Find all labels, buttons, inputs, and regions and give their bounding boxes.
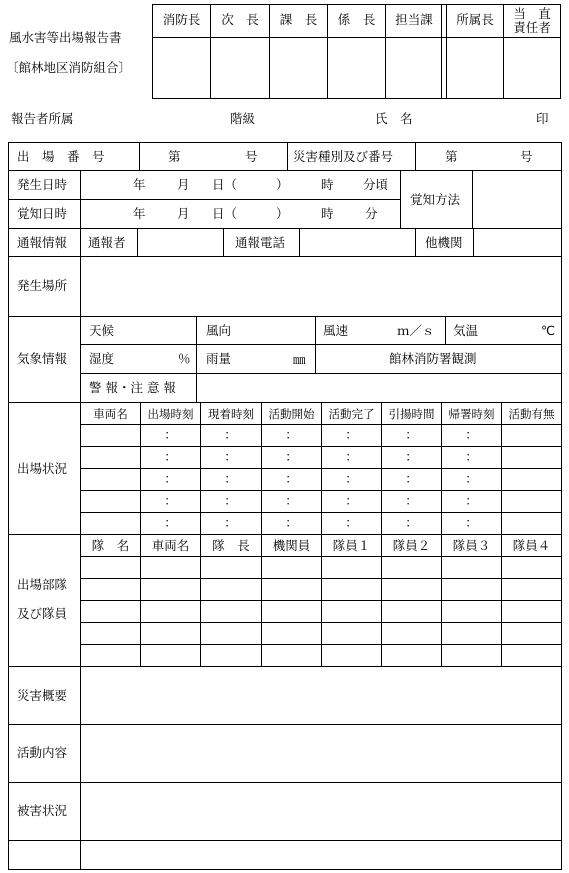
time-colon: ：	[164, 515, 177, 530]
time-colon: ：	[224, 493, 237, 508]
time-colon: ：	[345, 515, 358, 530]
time-colon: ：	[405, 449, 418, 464]
occurrence-day: 日（	[212, 177, 238, 192]
dispatch-status-label: 出場状況	[17, 461, 68, 476]
rainfall-label: 雨量	[206, 351, 232, 366]
time-colon: ：	[224, 515, 237, 530]
disaster-number-dai: 第	[445, 149, 458, 164]
time-colon: ：	[405, 515, 418, 530]
status-header-complete: 活動完了	[328, 407, 375, 421]
awareness-hour: 時	[321, 206, 334, 221]
time-colon: ：	[285, 427, 298, 442]
warning-advisory-label: 警 報・注 意 報	[89, 380, 176, 395]
occurrence-close: ）	[276, 177, 289, 192]
caller-label: 通報者	[88, 235, 126, 250]
approval-responsible-section: 担当課	[395, 12, 433, 27]
wind-direction-label: 風向	[206, 323, 232, 338]
awareness-year: 年	[133, 206, 146, 221]
dispatch-number-label: 出 場 番 号	[17, 149, 105, 164]
reporter-name-label: 氏 名	[375, 111, 413, 126]
occurrence-place-label: 発生場所	[17, 278, 68, 293]
units-header-engineer: 機関員	[272, 538, 311, 553]
units-header-vehicle: 車両名	[151, 538, 190, 553]
disaster-type-label: 災害種別及び番号	[293, 149, 394, 164]
activity-content-label: 活動内容	[17, 745, 68, 760]
status-header-arrival: 現着時刻	[208, 407, 254, 421]
units-label-line1: 出場部隊	[17, 577, 68, 592]
time-colon: ：	[465, 449, 478, 464]
form-subtitle: 〔館林地区消防組合〕	[6, 60, 132, 75]
occurrence-hour: 時	[321, 177, 334, 192]
status-header-return: 帰署時刻	[448, 407, 495, 421]
status-header-departure: 出場時刻	[147, 407, 194, 421]
approval-duty-officer-bottom: 責任者	[513, 20, 551, 35]
time-colon: ：	[164, 471, 177, 486]
time-colon: ：	[465, 471, 478, 486]
approval-unit-chief: 係 長	[337, 12, 376, 27]
time-colon: ：	[285, 515, 298, 530]
time-colon: ：	[224, 427, 237, 442]
other-agency-label: 他機関	[425, 235, 463, 250]
time-colon: ：	[224, 471, 237, 486]
time-colon: ：	[345, 427, 358, 442]
time-colon: ：	[345, 449, 358, 464]
status-header-vehicle: 車両名	[93, 407, 128, 421]
weather-info-label: 気象情報	[17, 351, 68, 366]
time-colon: ：	[164, 427, 177, 442]
status-header-activity: 活動有無	[508, 407, 555, 421]
time-colon: ：	[164, 449, 177, 464]
awareness-method-label: 覚知方法	[410, 192, 461, 207]
awareness-month: 月	[177, 206, 190, 221]
dispatch-number-go: 号	[245, 149, 258, 164]
time-colon: ：	[285, 493, 298, 508]
status-header-withdraw: 引揚時間	[388, 407, 435, 421]
time-colon: ：	[465, 427, 478, 442]
humidity-unit: ％	[178, 351, 191, 366]
occurrence-minute: 分頃	[363, 177, 389, 192]
approval-section-chief: 課 長	[279, 12, 318, 27]
awareness-minute: 分	[365, 206, 378, 221]
disaster-number-go: 号	[520, 149, 533, 164]
occurrence-year: 年	[133, 177, 146, 192]
damage-status-label: 被害状況	[17, 803, 68, 818]
units-header-member1: 隊員１	[332, 538, 371, 553]
time-colon: ：	[405, 493, 418, 508]
occurrence-datetime-label: 発生日時	[17, 177, 68, 192]
time-colon: ：	[465, 493, 478, 508]
reporter-seal-label: 印	[536, 111, 549, 126]
approval-dept-head: 所属長	[456, 12, 494, 27]
report-info-label: 通報情報	[17, 235, 68, 250]
approval-deputy-chief: 次 長	[221, 12, 259, 27]
time-colon: ：	[285, 471, 298, 486]
status-header-start: 活動開始	[268, 407, 315, 421]
time-colon: ：	[345, 493, 358, 508]
time-colon: ：	[405, 471, 418, 486]
dispatch-number-dai: 第	[168, 149, 181, 164]
wind-speed-unit: ｍ／ｓ	[397, 323, 435, 338]
form-title: 風水害等出場報告書	[9, 30, 122, 45]
time-colon: ：	[405, 427, 418, 442]
caller-phone-label: 通報電話	[235, 235, 286, 250]
temperature-unit: ℃	[541, 323, 556, 338]
temperature-label: 気温	[453, 323, 479, 338]
approval-fire-chief: 消防長	[162, 12, 201, 27]
time-colon: ：	[164, 493, 177, 508]
reporter-affiliation-label: 報告者所属	[11, 111, 74, 126]
awareness-close: ）	[276, 206, 289, 221]
time-colon: ：	[285, 449, 298, 464]
units-header-member3: 隊員３	[452, 538, 491, 553]
approval-duty-officer-top: 当 直	[513, 6, 551, 21]
units-header-member4: 隊員４	[512, 538, 551, 553]
awareness-day: 日（	[212, 206, 238, 221]
awareness-datetime-label: 覚知日時	[17, 206, 68, 221]
humidity-label: 湿度	[89, 351, 115, 366]
units-header-team: 隊 名	[91, 538, 130, 553]
occurrence-month: 月	[177, 177, 190, 192]
time-colon: ：	[465, 515, 478, 530]
disaster-summary-label: 災害概要	[17, 688, 68, 703]
time-colon: ：	[224, 449, 237, 464]
wind-speed-label: 風速	[323, 323, 349, 338]
observation-station: 館林消防署観測	[389, 351, 477, 366]
rainfall-unit: ㎜	[293, 352, 306, 367]
weather-condition-label: 天候	[89, 323, 115, 338]
reporter-rank-label: 階級	[230, 111, 256, 126]
units-label-line2: 及び隊員	[17, 606, 68, 621]
time-colon: ：	[345, 471, 358, 486]
units-header-leader: 隊 長	[212, 538, 250, 553]
units-header-member2: 隊員２	[392, 538, 431, 553]
